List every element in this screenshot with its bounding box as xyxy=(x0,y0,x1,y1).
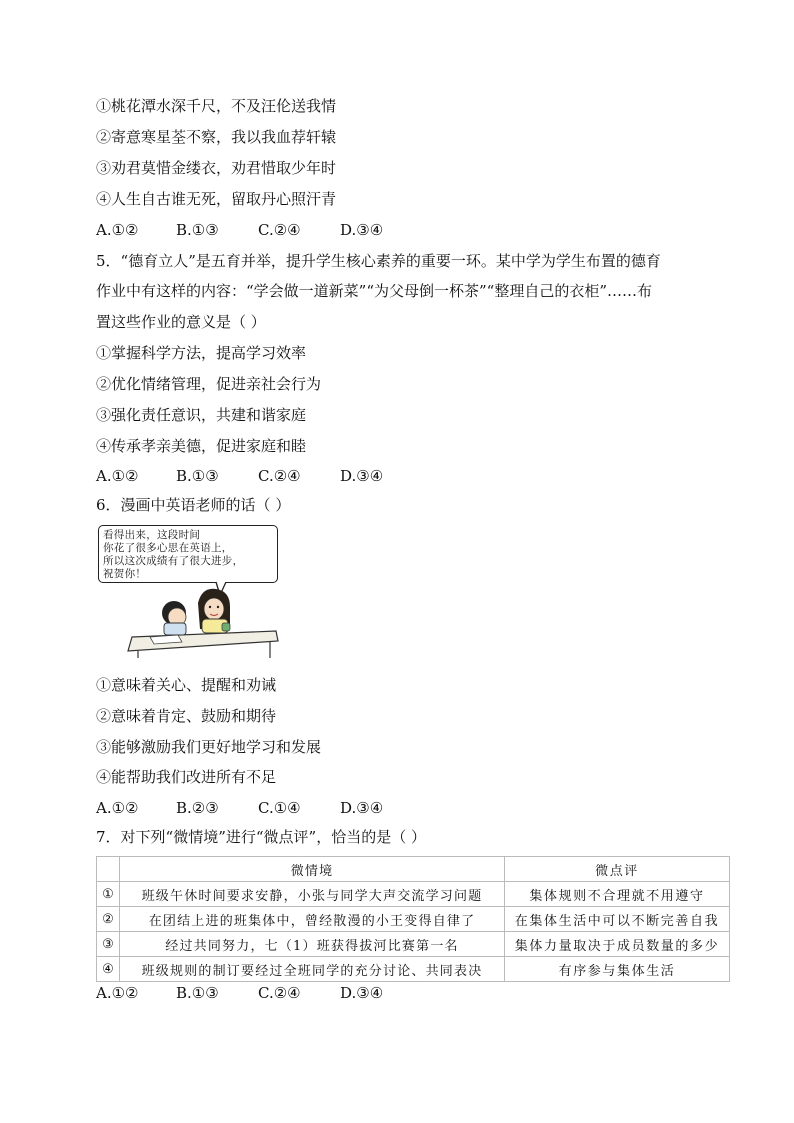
q7-option-a[interactable]: A.①② xyxy=(96,984,139,1002)
q4-item-1: ①桃花潭水深千尺，不及汪伦送我情 xyxy=(96,97,337,115)
table-header-cell: 微点评 xyxy=(505,857,730,882)
q7-option-d[interactable]: D.③④ xyxy=(340,984,384,1002)
q5-item-4: ④传承孝亲美德，促进家庭和睦 xyxy=(96,437,307,455)
q5-option-d[interactable]: D.③④ xyxy=(340,467,384,485)
table-cell: 有序参与集体生活 xyxy=(505,957,730,982)
q4-item-4: ④人生自古谁无死，留取丹心照汗青 xyxy=(96,190,337,208)
bubble-line-4: 祝贺你！ xyxy=(103,568,147,580)
bubble-line-2: 你花了很多心思在英语上， xyxy=(103,542,233,554)
table-cell: 在集体生活中可以不断完善自我 xyxy=(505,907,730,932)
q4-option-d[interactable]: D.③④ xyxy=(340,221,384,239)
table-row xyxy=(97,932,730,957)
q5-stem-line-3: 置这些作业的意义是（ ） xyxy=(96,313,266,331)
table-row xyxy=(97,882,730,907)
q6-option-d[interactable]: D.③④ xyxy=(340,799,384,817)
q6-item-2: ②意味着肯定、鼓励和期待 xyxy=(96,707,277,725)
cartoon-illustration xyxy=(98,525,284,658)
q4-options xyxy=(96,220,383,240)
q5-option-b[interactable]: B.①③ xyxy=(176,467,219,485)
q5-stem-line-2: 作业中有这样的内容：“学会做一道新菜”“为父母倒一杯茶”“整理自己的衣柜”……布 xyxy=(96,282,653,300)
q6-option-b[interactable]: B.②③ xyxy=(176,799,219,817)
table-cell: 在团结上进的班集体中，曾经散漫的小王变得自律了 xyxy=(120,907,505,932)
table-row xyxy=(97,907,730,932)
q5-item-1: ①掌握科学方法，提高学习效率 xyxy=(96,344,307,362)
q5-stem-line-1: 5．“德育立人”是五育并举，提升学生核心素养的重要一环。某中学为学生布置的德育 xyxy=(96,252,661,270)
table-cell: 班级规则的制订要经过全班同学的充分讨论、共同表决 xyxy=(120,957,505,982)
table-cell: 集体力量取决于成员数量的多少 xyxy=(505,932,730,957)
q4-option-c[interactable]: C.②④ xyxy=(258,221,301,239)
q7-option-b[interactable]: B.①③ xyxy=(176,984,219,1002)
q6-options xyxy=(96,798,383,818)
table-cell: ① xyxy=(97,882,120,907)
q7-option-c[interactable]: C.②④ xyxy=(258,984,301,1002)
q6-item-1: ①意味着关心、提醒和劝诫 xyxy=(96,676,277,694)
q5-option-c[interactable]: C.②④ xyxy=(258,467,301,485)
table-header-row xyxy=(97,857,730,882)
bubble-line-1: 看得出来，这段时间 xyxy=(103,529,201,541)
q7-options xyxy=(96,983,383,1003)
table-header-cell xyxy=(97,857,120,882)
q6-option-a[interactable]: A.①② xyxy=(96,799,139,817)
q7-stem: 7．对下列“微情境”进行“微点评”，恰当的是（ ） xyxy=(96,828,426,846)
table-cell: 经过共同努力，七（1）班获得拔河比赛第一名 xyxy=(120,932,505,957)
table-cell: ④ xyxy=(97,957,120,982)
table-row xyxy=(97,957,730,982)
q7-table xyxy=(96,856,730,982)
q4-option-b[interactable]: B.①③ xyxy=(176,221,219,239)
q4-item-3: ③劝君莫惜金缕衣，劝君惜取少年时 xyxy=(96,159,337,177)
q5-options xyxy=(96,466,383,486)
table-header-cell: 微情境 xyxy=(120,857,505,882)
bubble-line-3: 所以这次成绩有了很大进步， xyxy=(103,555,244,567)
q6-item-3: ③能够激励我们更好地学习和发展 xyxy=(96,738,322,756)
table-cell: 班级午休时间要求安静，小张与同学大声交流学习问题 xyxy=(120,882,505,907)
q6-stem: 6．漫画中英语老师的话（ ） xyxy=(96,496,291,514)
q6-item-4: ④能帮助我们改进所有不足 xyxy=(96,768,277,786)
table-cell: 集体规则不合理就不用遵守 xyxy=(505,882,730,907)
q6-option-c[interactable]: C.①④ xyxy=(258,799,301,817)
table-cell: ③ xyxy=(97,932,120,957)
table-cell: ② xyxy=(97,907,120,932)
q4-option-a[interactable]: A.①② xyxy=(96,221,139,239)
q5-item-2: ②优化情绪管理，促进亲社会行为 xyxy=(96,375,322,393)
cartoon-drawing xyxy=(98,525,284,658)
q5-item-3: ③强化责任意识，共建和谐家庭 xyxy=(96,406,307,424)
q4-item-2: ②寄意寒星荃不察，我以我血荐轩辕 xyxy=(96,128,337,146)
q5-option-a[interactable]: A.①② xyxy=(96,467,139,485)
